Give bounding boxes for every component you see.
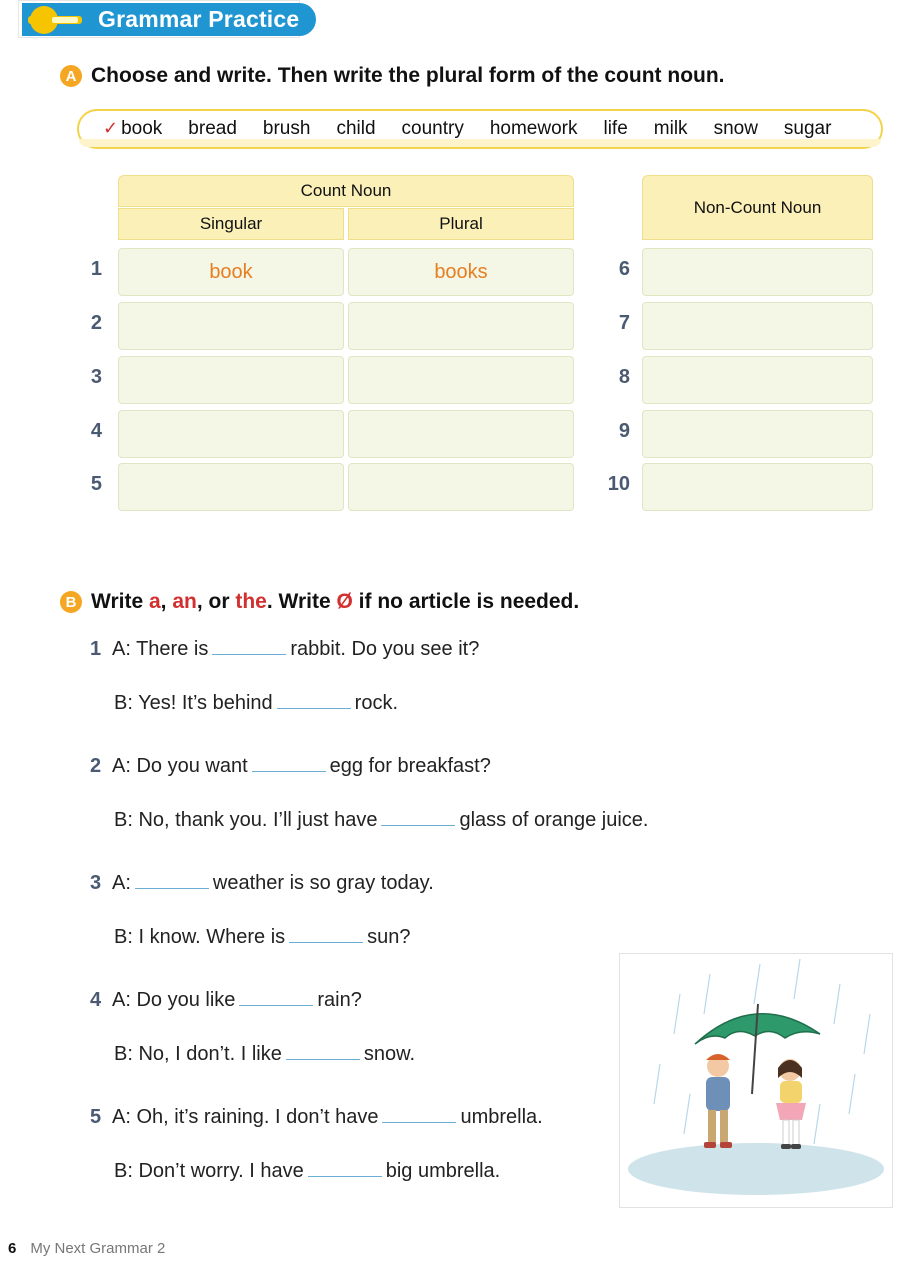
exercise-line — [90, 755, 491, 778]
line-text: sun? — [367, 926, 411, 948]
answer-blank[interactable] — [381, 811, 455, 826]
word-bank-item: child — [336, 118, 376, 139]
page-footer — [8, 1240, 165, 1257]
answer-blank[interactable] — [212, 640, 286, 655]
instruction-text: , or — [196, 590, 236, 613]
section-a-instruction: Choose and write. Then write the plural form of the count noun. — [91, 64, 725, 87]
check-icon: ✓ — [103, 118, 119, 138]
word-bank-item: book — [121, 118, 163, 139]
answer-blank[interactable] — [135, 874, 209, 889]
exercise-line — [114, 809, 648, 832]
pencil-icon — [24, 4, 84, 36]
word-bank-item: brush — [262, 118, 311, 139]
exercise-line — [114, 1043, 415, 1066]
row-number: 7 — [618, 312, 630, 334]
word-bank-item: snow — [713, 118, 758, 139]
exercise-line — [90, 1106, 543, 1129]
non-count-cell[interactable] — [642, 410, 873, 458]
exercise-line — [90, 638, 479, 661]
plural-cell[interactable] — [348, 463, 574, 511]
line-text: rain? — [317, 989, 362, 1011]
section-b-heading — [60, 590, 579, 614]
answer-blank[interactable] — [277, 694, 351, 709]
section-a-heading — [60, 64, 725, 88]
line-text: weather is so gray today. — [212, 872, 434, 894]
row-number: 10 — [607, 473, 630, 495]
answer-text — [349, 357, 573, 403]
answer-text: book — [209, 260, 253, 283]
line-text: umbrella. — [460, 1106, 543, 1128]
singular-cell[interactable] — [118, 410, 344, 458]
page-number: 6 — [8, 1240, 17, 1257]
question-number: 2 — [90, 755, 102, 777]
line-text: big umbrella. — [385, 1160, 501, 1182]
non-count-cell[interactable] — [642, 463, 873, 511]
answer-text — [119, 357, 343, 403]
plural-cell[interactable] — [348, 248, 574, 296]
answer-blank[interactable] — [308, 1162, 382, 1177]
page-title: Grammar Practice — [98, 6, 300, 32]
answer-text — [119, 464, 343, 510]
answer-text — [643, 249, 872, 295]
line-text: snow. — [363, 1043, 416, 1065]
answer-text — [643, 303, 872, 349]
plural-cell[interactable] — [348, 302, 574, 350]
line-text: A: — [112, 872, 131, 894]
line-text: A: Oh, it’s raining. I don’t have — [112, 1106, 379, 1128]
exercise-line — [114, 926, 411, 949]
answer-blank[interactable] — [252, 757, 326, 772]
singular-cell[interactable] — [118, 302, 344, 350]
singular-header: Singular — [118, 208, 344, 240]
question-number: 1 — [90, 638, 102, 660]
singular-cell[interactable] — [118, 248, 344, 296]
line-text: B: Yes! It’s behind — [114, 692, 273, 714]
question-number: 3 — [90, 872, 102, 894]
line-text: B: No, I don’t. I like — [114, 1043, 282, 1065]
row-number: 1 — [90, 258, 102, 280]
word-bank-item: life — [603, 118, 628, 139]
non-count-cell[interactable] — [642, 356, 873, 404]
answer-text — [119, 303, 343, 349]
section-b-badge: B — [60, 591, 82, 613]
row-number: 5 — [90, 473, 102, 495]
section-header — [18, 0, 300, 40]
section-a-badge: A — [60, 65, 82, 87]
exercise-line — [90, 872, 434, 895]
rain-umbrella-illustration — [619, 953, 893, 1208]
row-number: 4 — [90, 420, 102, 442]
article-the: the — [235, 590, 267, 613]
answer-blank[interactable] — [239, 991, 313, 1006]
row-number: 9 — [618, 420, 630, 442]
line-text: rock. — [354, 692, 398, 714]
count-noun-header: Count Noun — [118, 175, 574, 207]
singular-cell[interactable] — [118, 356, 344, 404]
line-text: rabbit. Do you see it? — [290, 638, 480, 660]
line-text: A: Do you like — [112, 989, 236, 1011]
answer-text — [349, 303, 573, 349]
answer-text — [119, 411, 343, 457]
word-bank-item: country — [401, 118, 464, 139]
answer-text — [643, 411, 872, 457]
instruction-text: if no article is needed. — [352, 590, 580, 613]
section-b-instruction — [91, 590, 579, 614]
non-count-cell[interactable] — [642, 248, 873, 296]
answer-blank[interactable] — [289, 928, 363, 943]
article-an: an — [172, 590, 197, 613]
line-text: egg for breakfast? — [329, 755, 491, 777]
instruction-text: Write — [91, 590, 149, 613]
singular-cell[interactable] — [118, 463, 344, 511]
row-number: 2 — [90, 312, 102, 334]
row-number: 8 — [618, 366, 630, 388]
answer-text — [349, 411, 573, 457]
word-bank-item: sugar — [783, 118, 832, 139]
plural-cell[interactable] — [348, 410, 574, 458]
line-text: B: I know. Where is — [114, 926, 286, 948]
exercise-line — [90, 989, 362, 1012]
null-article-symbol: Ø — [336, 590, 353, 613]
non-count-cell[interactable] — [642, 302, 873, 350]
kids-umbrella-icon — [620, 954, 892, 1207]
line-text: glass of orange juice. — [459, 809, 649, 831]
line-text: A: Do you want — [112, 755, 248, 777]
answer-text: books — [434, 260, 488, 283]
answer-text — [349, 464, 573, 510]
exercise-line — [114, 692, 398, 715]
answer-text — [643, 464, 872, 510]
exercise-line — [114, 1160, 500, 1183]
plural-cell[interactable] — [348, 356, 574, 404]
plural-header: Plural — [348, 208, 574, 240]
answer-blank[interactable] — [382, 1108, 456, 1123]
book-title: My Next Grammar 2 — [30, 1240, 166, 1257]
answer-blank[interactable] — [286, 1045, 360, 1060]
line-text: B: Don’t worry. I have — [114, 1160, 304, 1182]
article-a: a — [148, 590, 161, 613]
instruction-text: , — [160, 590, 173, 613]
line-text: B: No, thank you. I’ll just have — [114, 809, 378, 831]
row-number: 3 — [90, 366, 102, 388]
word-bank — [77, 109, 883, 149]
word-bank-item: milk — [653, 118, 688, 139]
answer-text — [643, 357, 872, 403]
instruction-text: . Write — [266, 590, 337, 613]
row-number: 6 — [618, 258, 630, 280]
non-count-noun-header: Non-Count Noun — [642, 175, 873, 240]
word-bank-item: homework — [489, 118, 578, 139]
question-number: 5 — [90, 1106, 102, 1128]
line-text: A: There is — [112, 638, 209, 660]
question-number: 4 — [90, 989, 102, 1011]
word-bank-item: bread — [188, 118, 237, 139]
